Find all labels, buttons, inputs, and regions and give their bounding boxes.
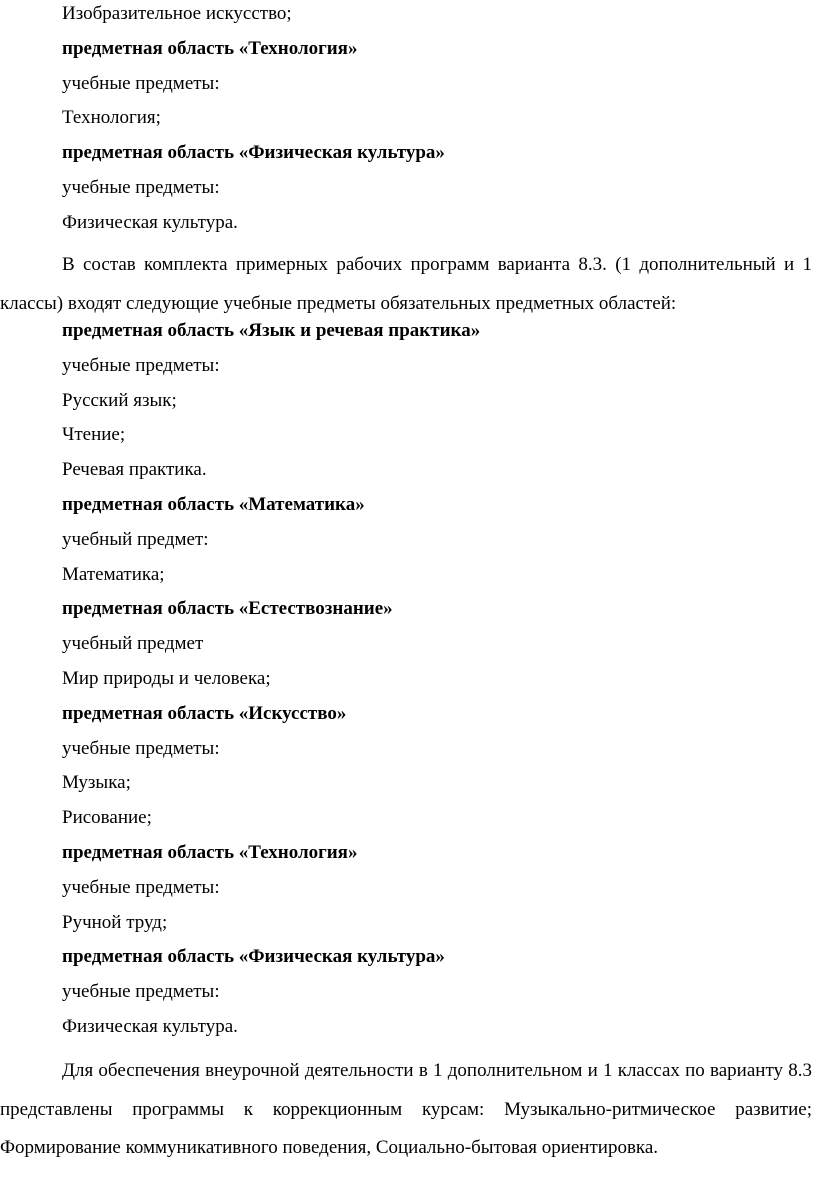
subject-list-line: Технология;	[62, 107, 161, 129]
subject-area-heading: предметная область «Естествознание»	[62, 598, 393, 620]
subject-area-heading: предметная область «Язык и речевая практика»	[62, 320, 481, 341]
subject-area-heading: предметная область «Технология»	[62, 842, 358, 863]
subject-area-heading: предметная область «Физическая культура»	[62, 142, 445, 164]
subject-list-line: Физическая культура.	[62, 1016, 238, 1037]
subject-list-line: учебный предмет:	[62, 528, 209, 550]
subject-list-line: Музыка;	[62, 772, 131, 794]
subject-list-line: учебные предметы:	[62, 737, 220, 759]
subject-list-line: учебный предмет	[62, 633, 204, 655]
subject-area-heading: предметная область «Физическая культура»	[62, 946, 445, 968]
subject-list-line: учебные предметы:	[62, 981, 220, 1003]
paragraph-curriculum-intro: В состав комплекта примерных рабочих программ варианта 8.3. (1 дополнительный и 1 классы) входят следующие учебные предметы обязательных предметных областей:	[0, 254, 812, 314]
subject-list-line: Речевая практика.	[62, 459, 207, 481]
subject-list-line: учебные предметы:	[62, 354, 220, 376]
subject-list-line: учебные предметы:	[62, 177, 220, 198]
subject-list-line: Русский язык;	[62, 389, 177, 411]
paragraph-extracurricular: Для обеспечения внеурочной деятельности в 1 дополнительном и 1 классах по варианту 8.3 представлены программы к коррекционным курсам: Музыкально-ритмическое развитие; Формирование коммуникативного поведения, Социально-бытовая ориентировка.	[0, 1060, 812, 1158]
subject-area-heading: предметная область «Математика»	[62, 494, 365, 515]
subject-list-line: Мир природы и человека;	[62, 668, 271, 689]
subject-area-heading: предметная область «Технология»	[62, 37, 358, 59]
subject-list-line: учебные предметы:	[62, 876, 220, 898]
subject-list-line: Изобразительное искусство;	[62, 3, 292, 24]
subject-area-heading: предметная область «Искусство»	[62, 702, 347, 724]
subject-list-line: учебные предметы:	[62, 72, 220, 94]
subject-list-line: Математика;	[62, 563, 165, 585]
subject-list-line: Ручной труд;	[62, 911, 168, 933]
subject-list-line: Физическая культура.	[62, 211, 238, 233]
subject-list-line: Чтение;	[62, 424, 126, 446]
subject-list-line: Рисование;	[62, 807, 152, 829]
